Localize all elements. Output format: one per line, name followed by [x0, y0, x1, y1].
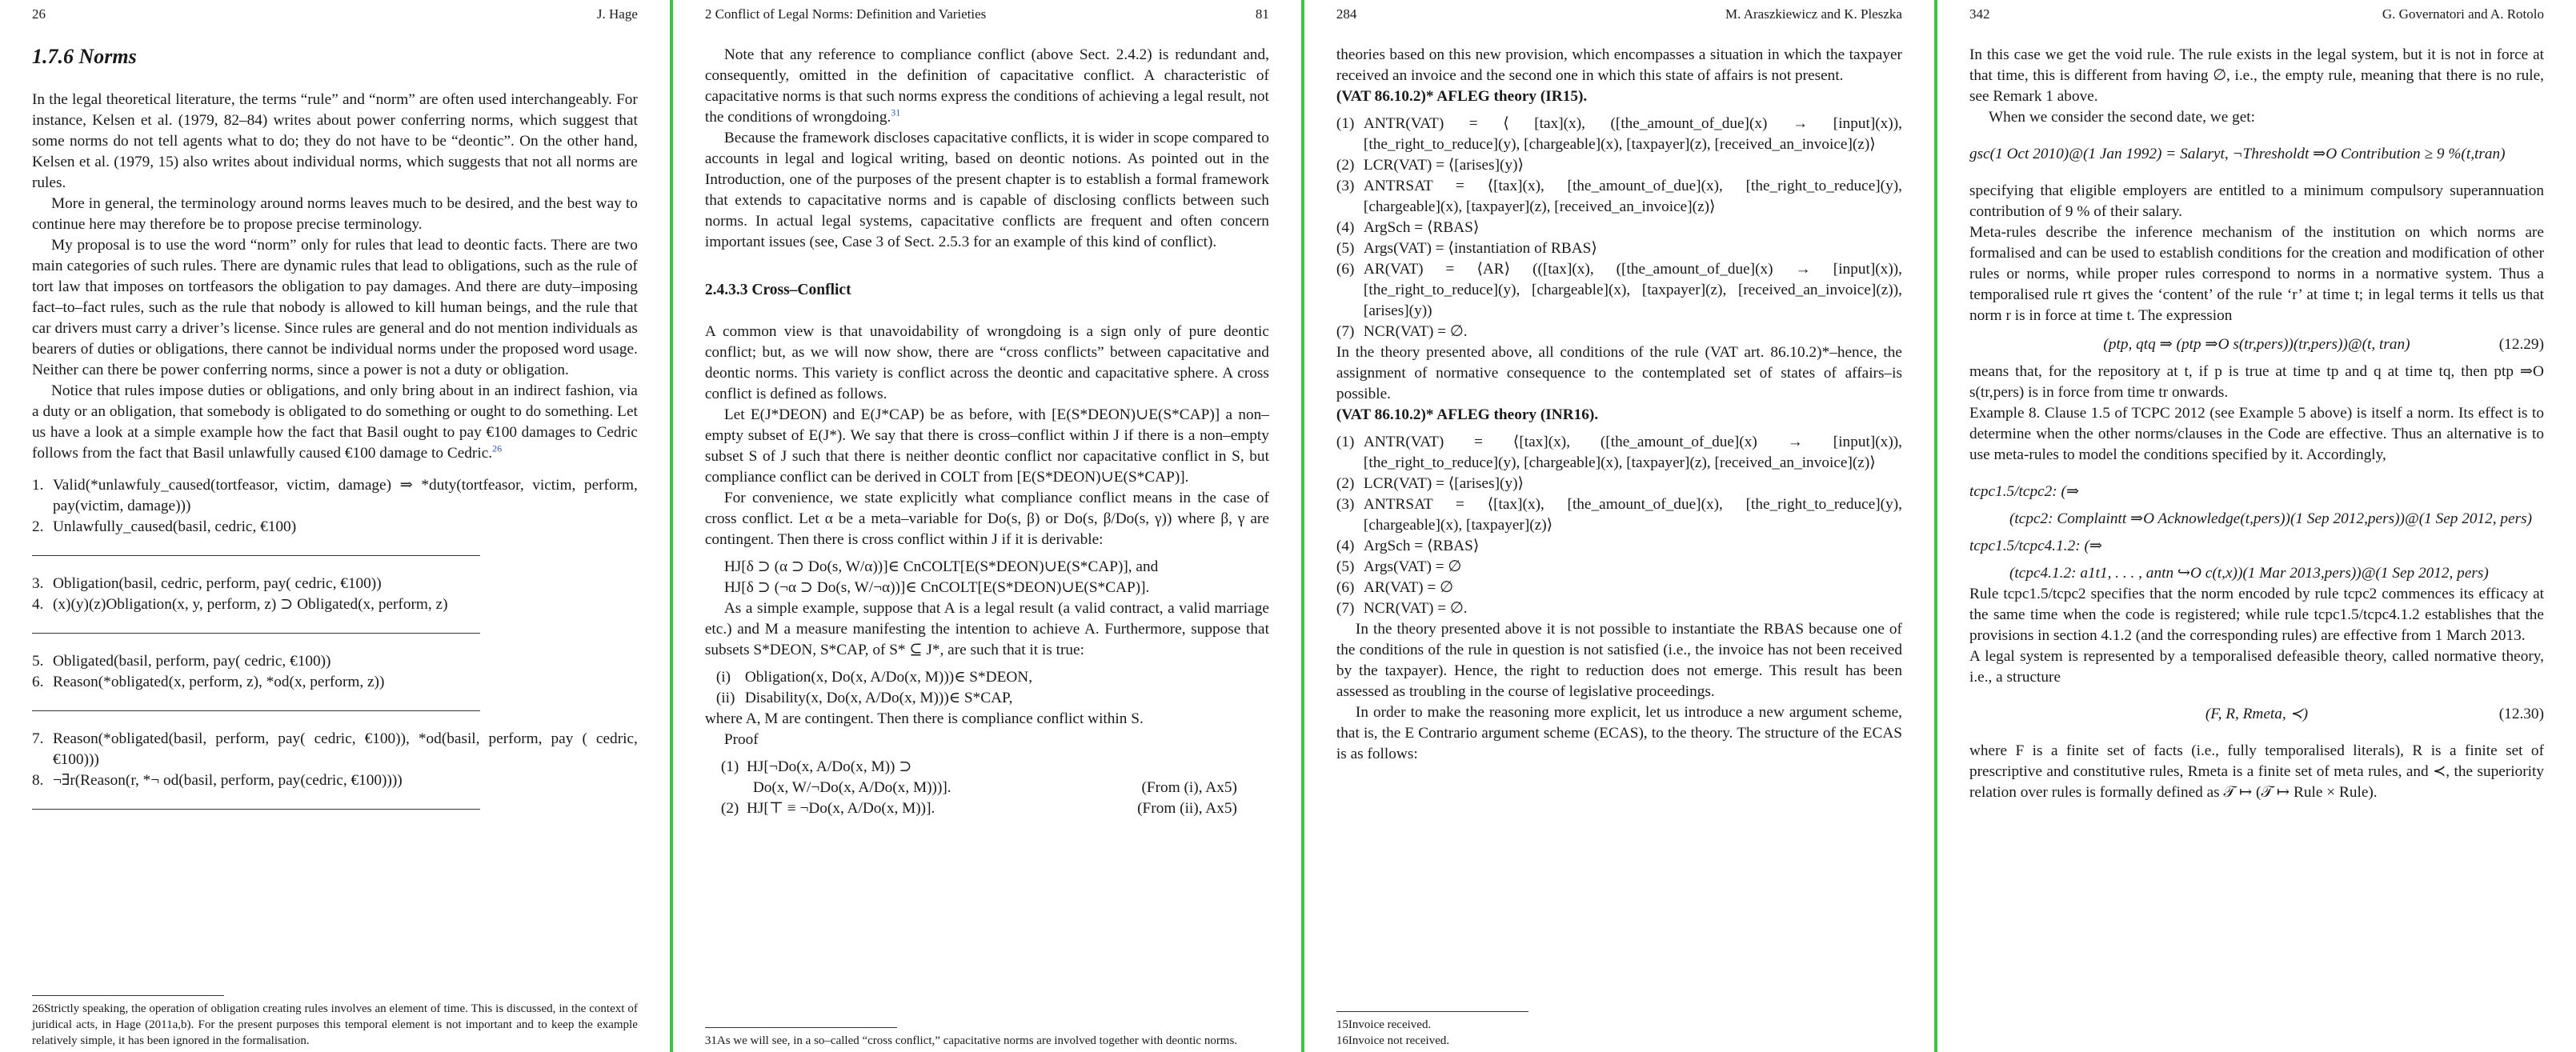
body-text — [1969, 45, 2544, 803]
step-item: 8. ¬∃r(Reason(r, *¬ od(basil, perform, pay(cedric, €100)))) — [32, 772, 403, 789]
step-item: 7. Reason(*obligated(basil, perform, pay( cedric, €100)), *od(basil, perform, pay ( cedric, €100))) — [32, 730, 638, 768]
paragraph: In the legal theoretical literature, the terms “rule” and “norm” are often used interchangeably. For instance, Kelsen et al. (1979, 82–84) writes about power conferring norms, which suggest that some norms do not tell agents what to do; they do not have to be “deontic”. On the other hand, Kelsen et al. (1979, 15) also writes about individual norms, which suggests that not all norms are rules. — [32, 91, 638, 191]
paragraph: Let E(J*DEON) and E(J*CAP) be as before, with [E(S*DEON)∪E(S*CAP)] a non–empty subset of E(J*). We say that there is cross–conflict within J if there is a non–empty subset S of J such that there is neither deontic conflict nor capacitative conflict in S, but compliance conflict can be derived in COLT from [E(S*DEON)∪E(S*CAP)]. — [704, 406, 1269, 486]
step-item: 4. (x)(y)(z)Obligation(x, y, perform, z) ⊃ Obligated(x, perform, z) — [32, 596, 448, 613]
running-author: M. Araszkiewicz and K. Pleszka — [1725, 6, 1902, 22]
paragraph: In the theory presented above, all conditions of the rule (VAT art. 86.10.2)*–hence, the assignment of normative consequence to the contemplated set of states of affairs–is possible. — [1336, 344, 1902, 402]
equation: gsc(1 Oct 2010)@(1 Jan 1992) = Salaryt, ¬Thresholdt ⇒O Contribution ≥ 9 %(t,tran) — [1969, 146, 2506, 162]
derivation-steps — [32, 729, 638, 791]
theory-item: (7) NCR(VAT) = ∅. — [1336, 600, 1468, 617]
case-item: (ii) Disability(x, Do(x, A/Do(x, M)))∈ S*CAP, — [715, 690, 1013, 706]
equation: (ptp, qtq ⇒ (ptp ⇒O s(tr,pers))(tr,pers))@(t, tran) (12.29) — [1969, 334, 2544, 355]
page-header — [1969, 6, 2544, 22]
divider-line — [32, 555, 480, 556]
footnotes — [705, 1027, 1269, 1049]
footnote-26: 26Strictly speaking, the operation of obligation creating rules involves an element of time. This is discussed, in the context of juridical acts, in Hage (2011a,b). For the present purposes this temporal element is not important and to keep the example relatively simple, it has been ignored in the formalisation. — [32, 1002, 638, 1047]
proof-step: (2) HJ[⊤ ≡ ¬Do(x, A/Do(x, M))]. (From (ii), Ax5) — [720, 800, 1237, 817]
step-item: 3. Obligation(basil, cedric, perform, pay( cedric, €100)) — [32, 575, 382, 592]
step-item: 5. Obligated(basil, perform, pay( cedric, €100)) — [32, 653, 331, 670]
footnote-marker[interactable]: 26 — [492, 442, 503, 454]
footnote-15: 15Invoice received. — [1336, 1018, 1432, 1031]
paragraph: My proposal is to use the word “norm” only for rules that lead to deontic facts. There are two main categories of such rules. There are dynamic rules that lead to obligations, such as the rule of tort law that imposes on tortfeasors the obligation to pay damages. And there are duty–imposing fact–to–fact rules, such as the rule that nobody is allowed to kill human beings, and the rule that car drivers must carry a driver’s license. Since rules are general and do not mention individuals as bearers of duties or obligations, there cannot be individual norms under the proposed word usage. Neither can there be power conferring norms, since a power is not a duty or obligation. — [32, 237, 638, 378]
proof-step: (1) HJ[¬Do(x, A/Do(x, M)) ⊃ — [720, 758, 912, 775]
step-item: 6. Reason(*obligated(x, perform, z), *od(x, perform, z)) — [32, 674, 385, 690]
paragraph: Meta-rules describe the inference mechanism of the institution on which norms are formalised and can be used to establish conditions for the creation and modification of other rules or norms, while proper rules correspond to norms in a normative system. Thus a temporalised rule rt gives the ‘content’ of the rule ‘r’ at time t; in legal terms it tells us that norm r is in force at time t. The expression — [1969, 224, 2544, 324]
meta-rule-block — [1969, 482, 2544, 584]
paragraph: Because the framework discloses capacitative conflicts, it is wider in scope compared to accounts in legal and logical writing, based on deontic notions. As pointed out in the Introduction, one of the purposes of the present chapter is to establish a formal framework that extends to capacitative norms and is capable of disclosing conflicts between such norms. In actual legal systems, capacitative conflicts are frequent and often concern important issues (see, Case 3 of Sect. 2.5.3 for an example of this kind of conflict). — [704, 130, 1269, 250]
running-title: 2 Conflict of Legal Norms: Definition and Varieties — [704, 6, 987, 22]
footnote-rule — [1336, 1011, 1528, 1012]
theory-item: (3) ANTRSAT = ⟨[tax](x), [the_amount_of_due](x), [the_right_to_reduce](y), [chargeable](x), [taxpayer](z)⟩ — [1336, 496, 1902, 534]
paragraph: Rule tcpc1.5/tcpc2 specifies that the norm encoded by rule tcpc2 commences its efficacy at the same time when the code is registered; while rule tcpc1.5/tcpc4.1.2 establishes that the provisions in section 4.1.2 (and the corresponding rules) are effective from 1 March 2013. — [1969, 586, 2544, 644]
paragraph: theories based on this new provision, which encompasses a situation in which the taxpayer received an invoice and the second one in which this state of affairs is not present. — [1336, 46, 1902, 84]
footnote-rule — [705, 1027, 897, 1028]
paragraph: When we consider the second date, we get: — [1988, 109, 2255, 126]
theory-item: (3) ANTRSAT = ⟨[tax](x), [the_amount_of_due](x), [the_right_to_reduce](y), [chargeable](x), [taxpayer](z), [received_an_invoice](z)⟩ — [1336, 178, 1902, 215]
paragraph: specifying that eligible employers are entitled to a minimum compulsory superannuation contribution of 9 % of their salary. — [1969, 182, 2544, 220]
footnote-31: 31As we will see, in a so–called “cross conflict,” capacitative norms are involved together with deontic norms. — [704, 1034, 1238, 1047]
meta-rule: tcpc1.5/tcpc4.1.2: (⇒ — [1969, 538, 2103, 554]
page-number: 342 — [1969, 6, 1990, 22]
equation-number: (12.30) — [2498, 706, 2544, 722]
footnotes — [32, 995, 638, 1049]
paragraph: In the theory presented above it is not possible to instantiate the RBAS because one of the conditions of the rule in question is not satisfied (i.e., the invoice has not been received by the taxpayer). Hence, the right to reduction does not emerge. This result has been assessed as troubling in the course of legislative proceedings. — [1336, 621, 1902, 700]
section-title: 1.7.6 Norms — [32, 45, 137, 68]
body-text — [1336, 45, 1902, 765]
divider-line — [32, 809, 480, 810]
paragraph: Example 8. Clause 1.5 of TCPC 2012 (see Example 5 above) is itself a norm. Its effect is to determine when the other norms/clauses in the Code are effective. Thus an alternative is to use meta-rules to model the conditions specified by it. Accordingly, — [1969, 405, 2544, 463]
theory-item: (5) Args(VAT) = ⟨instantiation of RBAS⟩ — [1336, 240, 1597, 257]
footnote-16: 16Invoice not received. — [1336, 1034, 1450, 1047]
meta-rule: tcpc1.5/tcpc2: (⇒ — [1969, 483, 2080, 500]
page-governatori — [1937, 0, 2576, 1052]
theory-item: (2) LCR(VAT) = ⟨[arises](y)⟩ — [1336, 157, 1524, 174]
paragraph: means that, for the repository at t, if p is true at time tp and q at time tq, then ptp ⇒O s(tr,pers) is in force from time tr onwards. — [1969, 363, 2544, 401]
page-araszkiewicz — [1304, 0, 1934, 1052]
page-header — [1336, 6, 1902, 22]
page-header — [705, 6, 1269, 22]
page-conflict-norms — [673, 0, 1301, 1052]
theory-ir-list — [1336, 114, 1902, 342]
derivation-steps — [32, 475, 638, 538]
meta-rule-body: (tcpc4.1.2: a1t1, . . . , antn ↪O c(t,x))(1 Mar 2013,pers))@(1 Sep 2012, pers) — [2009, 565, 2489, 582]
theory-heading: (VAT 86.10.2)* AFLEG theory (INR16). — [1336, 406, 1599, 423]
paragraph: Note that any reference to compliance conflict (above Sect. 2.4.2) is redundant and, consequently, omitted in the definition of capacitative conflict. A characteristic of capacitative norms is that such norms express the conditions of achieving a legal result, not the conditions of wrongdoing.$^{31}$ — [704, 46, 1269, 126]
equation-number: (12.29) — [2498, 336, 2544, 353]
theory-heading: (VAT 86.10.2)* AFLEG theory (IR15). — [1336, 88, 1588, 105]
proof-step-cont: Do(x, W/¬Do(x, A/Do(x, M)))]. (From (i), Ax5) — [752, 779, 1237, 796]
theory-item: (5) Args(VAT) = ∅ — [1336, 558, 1462, 575]
theory-item: (1) ANTR(VAT) = ⟨[tax](x), ([the_amount_of_due](x) → [input](x)), [the_right_to_reduce](y), [chargeable](x), [taxpayer](z), [received_an_invoice](z)⟩ — [1336, 434, 1902, 471]
paragraph: For convenience, we state explicitly what compliance conflict means in the case of cross conflict. Let α be a meta–variable for Do(s, β) or Do(s, β/Do(s, γ)) where β, γ are contingent. Then there is cross conflict within J if it is derivable: — [704, 490, 1269, 548]
case-list — [705, 667, 1269, 709]
step-item: 1. Valid(*unlawfuly_caused(tortfeasor, victim, damage) ⇒ *duty(tortfeasor, victim, perform, pay(victim, damage))) — [32, 477, 638, 514]
derivation-steps — [32, 574, 638, 615]
subsection-title: 2.4.3.3 Cross–Conflict — [704, 282, 851, 298]
body-text — [705, 45, 1269, 819]
derivation-steps — [32, 651, 638, 693]
paragraph: In order to make the reasoning more explicit, let us introduce a new argument scheme, that is, the E Contrario argument scheme (ECAS), to the theory. The structure of the ECAS is as follows: — [1336, 704, 1902, 762]
paragraph: A common view is that unavoidability of wrongdoing is a sign only of pure deontic conflict; but, as we will now show, there are “cross conflicts” between capacitative and deontic norms. This variety is conflict across the deontic and capacitative sphere. A cross conflict is defined as follows. — [704, 323, 1269, 402]
theory-item: (2) LCR(VAT) = ⟨[arises](y)⟩ — [1336, 475, 1524, 492]
paragraph: A legal system is represented by a temporalised defeasible theory, called normative theory, i.e., a structure — [1969, 648, 2544, 686]
theory-item: (4) ArgSch = ⟨RBAS⟩ — [1336, 219, 1480, 236]
case-item: (i) Obligation(x, Do(x, A/Do(x, M)))∈ S*DEON, — [715, 669, 1033, 686]
paragraph: where F is a finite set of facts (i.e., fully temporalised literals), R is a finite set of prescriptive and constitutive rules, Rmeta is a finite set of meta rules, and ≺, the superiority relation over rules is formally defined as 𝒯 ↦ (𝒯 ↦ Rule × Rule). — [1969, 742, 2544, 801]
formula: HJ[δ ⊃ (α ⊃ Do(s, W/α))]∈ CnCOLT[E(S*DEON)∪E(S*CAP)], and — [723, 558, 1159, 575]
formula: HJ[δ ⊃ (¬α ⊃ Do(s, W/¬α))]∈ CnCOLT[E(S*DEON)∪E(S*CAP)]. — [723, 579, 1150, 596]
page-number: 284 — [1336, 6, 1357, 22]
proof-steps — [705, 757, 1269, 819]
footnote-marker[interactable]: 31 — [891, 106, 901, 118]
footnote-rule — [32, 995, 224, 996]
body-text — [32, 90, 638, 810]
theory-inr-list — [1336, 432, 1902, 619]
step-item: 2. Unlawfully_caused(basil, cedric, €100) — [32, 518, 297, 535]
meta-rule-body: (tcpc2: Complaintt ⇒O Acknowledge(t,pers))(1 Sep 2012,pers))@(1 Sep 2012, pers) — [2009, 510, 2533, 527]
theory-item: (6) AR(VAT) = ⟨AR⟩ (([tax](x), ([the_amount_of_due](x) → [input](x)), [the_right_to_reduce](y), [chargeable](x), [taxpayer](z), [received_an_invoice](z)), [arises](y)) — [1336, 261, 1902, 319]
theory-item: (4) ArgSch = ⟨RBAS⟩ — [1336, 538, 1480, 554]
proof-label: Proof — [723, 731, 759, 748]
divider-line — [32, 633, 480, 634]
page-number: 81 — [1255, 6, 1269, 22]
theory-item: (1) ANTR(VAT) = ⟨ [tax](x), ([the_amount_of_due](x) → [input](x)), [the_right_to_reduce](y), [chargeable](x), [taxpayer](z), [received_an_invoice](z)⟩ — [1336, 115, 1902, 153]
paragraph: Notice that rules impose duties or obligations, and only bring about in an indirect fashion, via a duty or an obligation, that somebody is obligated to do something or ought to do something. Let us have a look at a simple example how the fact that Basil ought to pay €100 damages to Cedric follows from the fact that Basil unlawfully caused €100 damage to Cedric.$^{26}$ — [32, 382, 638, 462]
paragraph: More in general, the terminology around norms leaves much to be desired, and the best way to continue here may therefore be to propose precise terminology. — [32, 195, 638, 233]
paragraph: As a simple example, suppose that A is a legal result (a valid contract, a valid marriage etc.) and M a measure manifesting the intention to achieve A. Furthermore, suppose that subsets S*DEON, S*CAP, of S* ⊆ J*, are such that it is true: — [704, 600, 1269, 658]
page-number: 26 — [32, 6, 46, 22]
theory-item: (7) NCR(VAT) = ∅. — [1336, 323, 1468, 340]
formula-block — [705, 557, 1269, 598]
footnotes — [1336, 1011, 1902, 1049]
page-hage — [0, 0, 670, 1052]
divider-line — [32, 710, 480, 711]
paragraph: In this case we get the void rule. The rule exists in the legal system, but it is not in force at that time, this is different from having ∅, i.e., the empty rule, meaning that there is no rule, see Remark 1 above. — [1969, 46, 2544, 105]
theory-item: (6) AR(VAT) = ∅ — [1336, 579, 1453, 596]
page-header — [32, 6, 638, 22]
running-author: J. Hage — [596, 6, 638, 22]
paragraph: where A, M are contingent. Then there is compliance conflict within S. — [704, 710, 1144, 727]
running-author: G. Governatori and A. Rotolo — [2382, 6, 2544, 22]
equation: (F, R, Rmeta, ≺) (12.30) — [1969, 704, 2544, 725]
